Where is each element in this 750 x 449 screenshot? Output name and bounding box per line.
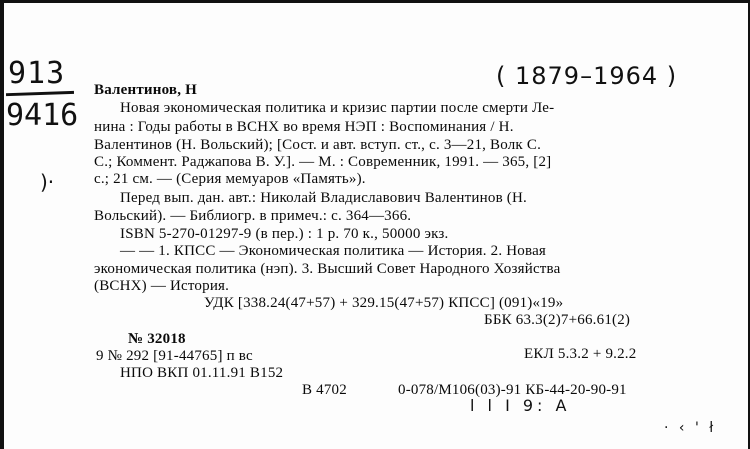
bbk-index: ББК 63.3(2)7+66.61(2) xyxy=(484,312,631,328)
subject-line-2: экономическая политика (нэп). 3. Высший Совет Народного Хозяйства xyxy=(94,261,561,277)
shelf-mark-bottom: 9416 xyxy=(6,98,79,133)
isbn-line: ISBN 5-270-01297-9 (в пер.) : 1 р. 70 к., 50000 экз. xyxy=(120,226,449,242)
margin-mark: )· xyxy=(40,170,55,194)
note-line-2: Вольский). — Библиогр. в примеч.: с. 364—366. xyxy=(94,208,412,224)
b-code: В 4702 xyxy=(302,382,347,398)
title-line-3: Валентинов (Н. Вольский); [Сост. и авт. вступ. ст., с. 3—21, Волк С. xyxy=(94,137,542,153)
shelf-mark-top: 913 xyxy=(8,56,66,91)
publisher-line: НПО ВКП 01.11.91 В152 xyxy=(120,365,284,381)
handwritten-corner-marks: · ‹ ' ł xyxy=(664,420,717,436)
title-line-5: с.; 21 см. — (Серия мемуаров «Память»). xyxy=(94,171,366,187)
title-line-1: Новая экономическая политика и кризис партии после смерти Ле- xyxy=(120,100,555,116)
note-line-1: Перед вып. дан. авт.: Николай Владиславович Валентинов (Н. xyxy=(120,190,527,206)
handwritten-bottom-marks: l l I 9: A xyxy=(470,396,571,415)
production-codes: 0-078/М106(03)-91 КБ-44-20-90-91 xyxy=(398,382,627,398)
title-line-4: С.; Коммент. Раджапова В. У.]. — М. : Современник, 1991. — 365, [2] xyxy=(94,154,552,170)
author-heading: Валентинов, Н xyxy=(94,82,198,98)
card-top-border xyxy=(0,0,750,3)
card-number: № 32018 xyxy=(128,331,186,347)
shelf-mark-divider xyxy=(6,91,74,96)
handwritten-years: ( 1879–1964 ) xyxy=(496,62,678,90)
subject-line-3: (ВСНХ) — История. xyxy=(94,278,230,294)
order-line: 9 № 292 [91-44765] п вс xyxy=(96,348,253,364)
udk-index: УДК [338.24(47+57) + 329.15(47+57) КПСС] (091)«19» xyxy=(204,295,564,311)
title-line-2: нина : Годы работы в ВСНХ во время НЭП : Воспоминания / Н. xyxy=(94,119,514,135)
subject-line-1: — — 1. КПСС — Экономическая политика — История. 2. Новая xyxy=(120,243,547,259)
card-left-border xyxy=(0,0,4,449)
ekl-index: ЕКЛ 5.3.2 + 9.2.2 xyxy=(524,346,637,362)
